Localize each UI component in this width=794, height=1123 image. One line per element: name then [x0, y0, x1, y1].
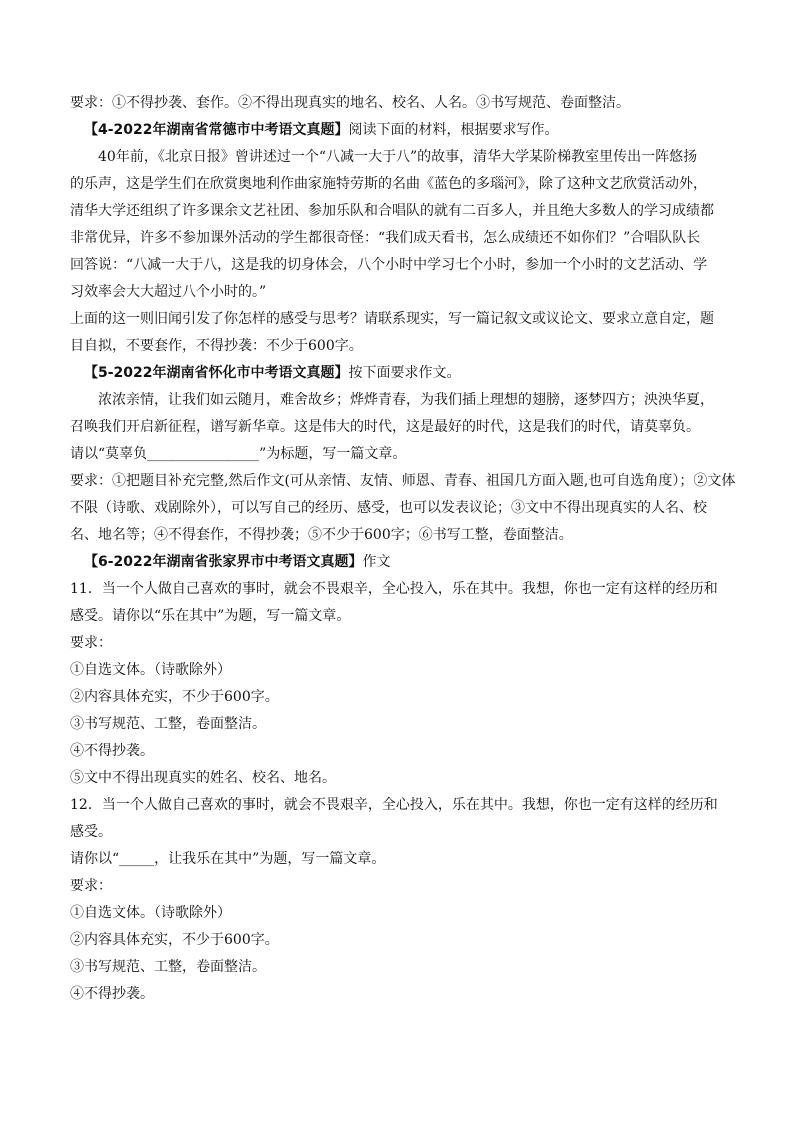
item-12-line: 感受。: [70, 824, 112, 840]
paragraph-line: 的乐声，这是学生们在欣赏奥地利作曲家施特劳斯的名曲《蓝色的多瑙河》，除了这种文艺欣赏活动外，: [70, 176, 707, 192]
paragraph-line: 回答说：“八减一大于八，这是我的切身体会，八个小时中学习七个小时，参加一个小时的文艺活动、学: [70, 257, 708, 273]
requirements-line: 名、地名等；④不得套作，不得抄袭；⑤不少于600字；⑥书写工整，卷面整洁。: [70, 527, 573, 543]
requirement-item: ①自选文体。（诗歌除外）: [70, 905, 231, 921]
question-4-instruction: 阅读下面的材料，根据要求写作。: [348, 122, 559, 138]
question-4-title: 【4-2022年湖南省常德市中考语文真题】: [84, 122, 349, 138]
paragraph-line: 浓浓亲情，让我们如云随月，难舍故乡；烨烨青春，为我们插上理想的翅膀，逐梦四方；泱泱华夏，: [98, 392, 714, 408]
requirement-item: ④不得抄袭。: [70, 743, 154, 759]
requirement-item: ①自选文体。（诗歌除外）: [70, 662, 231, 678]
requirement-item: ④不得抄袭。: [70, 986, 154, 1002]
question-5-header: [70, 360, 730, 387]
paragraph-line: 非常优异，许多不参加课外活动的学生都很奇怪：“我们成天看书，怎么成绩还不如你们？”合唱队队长: [70, 230, 701, 246]
question-6-title: 【6-2022年湖南省张家界市中考语文真题】: [84, 554, 363, 570]
question-5-instruction: 按下面要求作文。: [348, 365, 461, 381]
requirements-line: 要求：①不得抄袭、套作。②不得出现真实的地名、校名、人名。③书写规范、卷面整洁。: [70, 95, 630, 111]
paragraph-line: 清华大学还组织了许多课余文艺社团、参加乐队和合唱队的就有二百多人，并且绝大多数人的学习成绩都: [70, 203, 714, 219]
item-11-line: 感受。请你以“乐在其中”为题，写一篇文章。: [70, 608, 351, 624]
requirements-line: 要求：①把题目补充完整,然后作文(可从亲情、友情、师恩、青春、祖国几方面入题,也可自选角度）；②文体: [70, 473, 736, 489]
item-12-line: 请你以“_____，让我乐在其中”为题，写一篇文章。: [70, 851, 386, 867]
requirements-label: 要求：: [70, 878, 112, 894]
requirement-item: ⑤文中不得出现真实的姓名、校名、地名。: [70, 770, 336, 786]
requirement-item: ③书写规范、工整，卷面整洁。: [70, 959, 266, 975]
paragraph-line: 40年前，《北京日报》曾讲述过一个“八减一大于八”的故事，清华大学某阶梯教室里传出一阵悠扬: [98, 149, 698, 165]
question-4-header: [70, 117, 730, 144]
requirement-item: ②内容具体充实，不少于600字。: [70, 932, 279, 948]
prompt-line: 上面的这一则旧闻引发了你怎样的感受与思考？请联系现实，写一篇记叙文或议论文、要求立意自定，题: [70, 311, 714, 327]
requirement-item: ③书写规范、工整，卷面整洁。: [70, 716, 266, 732]
item-12-line: 12．当一个人做自己喜欢的事时，就会不畏艰辛，全心投入，乐在其中。我想，你也一定有这样的经历和: [70, 797, 718, 813]
requirements-line: 不限（诗歌、戏剧除外），可以写自己的经历、感受，也可以发表议论；③文中不得出现真实的人名、校: [70, 500, 707, 516]
requirement-item: ②内容具体充实，不少于600字。: [70, 689, 279, 705]
question-6-instruction: 作文: [362, 554, 391, 570]
item-11-line: 11．当一个人做自己喜欢的事时，就会不畏艰辛，全心投入，乐在其中。我想，你也一定有这样的经历和: [70, 581, 718, 597]
document-page: [70, 90, 736, 1008]
prompt-line: 目自拟，不要套作，不得抄袭：不少于600字。: [70, 338, 363, 354]
prompt-line: 请以“莫辜负________________”为标题，写一篇文章。: [70, 446, 407, 462]
question-6-header: [70, 549, 730, 576]
requirements-label: 要求：: [70, 635, 112, 651]
paragraph-line: 习效率会大大超过八个小时的。”: [70, 284, 267, 300]
question-5-title: 【5-2022年湖南省怀化市中考语文真题】: [84, 365, 349, 381]
paragraph-line: 召唤我们开启新征程，谱写新华章。这是伟大的时代，这是最好的时代，这是我们的时代，请莫辜负。: [70, 419, 700, 435]
